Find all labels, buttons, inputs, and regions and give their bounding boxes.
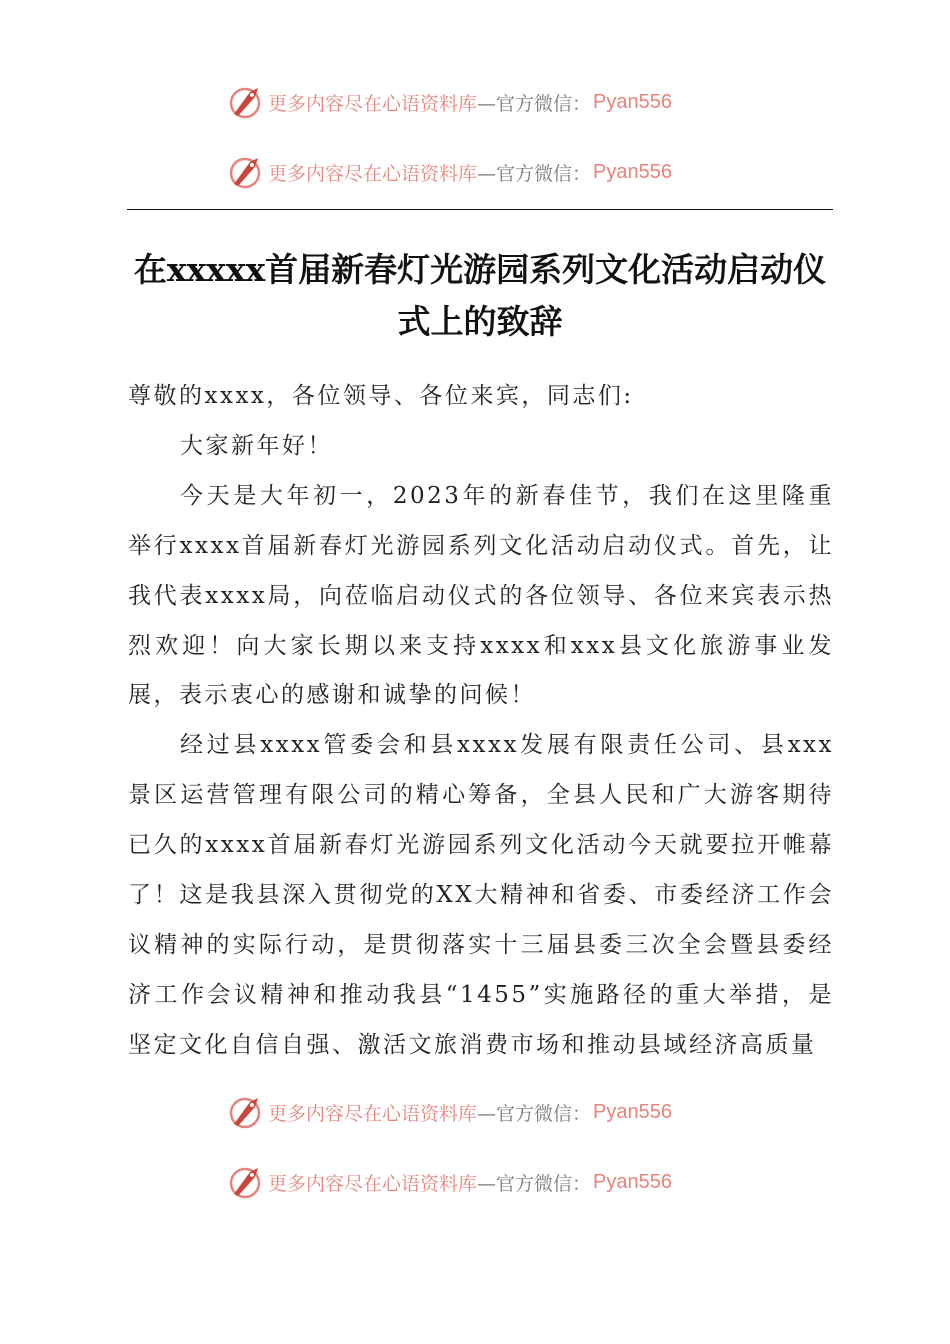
watermark-dash: —官方微信：: [477, 92, 592, 115]
greeting: 大家新年好！: [180, 432, 333, 459]
pen-nib-logo-icon: [228, 84, 264, 120]
watermark-dash: —官方微信：: [477, 1102, 592, 1125]
document-body: [128, 372, 834, 1071]
watermark-dash: —官方微信：: [477, 1172, 592, 1195]
watermark-wechat-id: Pyan556: [593, 1170, 672, 1193]
pen-nib-logo-icon: [228, 1094, 264, 1130]
watermark-text: 更多内容尽在心语资料库: [268, 1172, 478, 1195]
pen-nib-logo-icon: [228, 1164, 264, 1200]
footer-watermark-1: [228, 1092, 748, 1132]
header-watermark-2: [228, 152, 748, 192]
watermark-wechat-id: Pyan556: [593, 160, 672, 183]
watermark-dash: —官方微信：: [477, 162, 592, 185]
paragraph: 经过县xxxx管委会和县xxxx发展有限责任公司、县xxx景区运营管理有限公司的精心筹备，全县人民和广大游客期待已久的xxxx首届新春灯光游园系列文化活动今天就要拉开帷幕了！这是我县深入贯彻党的XX大精神和省委、市委经济工作会议精神的实际行动，是贯彻落实十三届县委三次全会暨县委经济工作会议精神和推动我县“1455”实施路径的重大举措，是坚定文化自信自强、激活文旅消费市场和推动县域经济高质量: [128, 732, 834, 1058]
header-divider: [127, 209, 833, 210]
watermark-text: 更多内容尽在心语资料库: [268, 1102, 478, 1125]
header-watermark-1: [228, 82, 748, 122]
watermark-wechat-id: Pyan556: [593, 1100, 672, 1123]
paragraph: 今天是大年初一，2023年的新春佳节，我们在这里隆重举行xxxx首届新春灯光游园系列文化活动启动仪式。首先，让我代表xxxx局，向莅临启动仪式的各位领导、各位来宾表示热烈欢迎！向大家长期以来支持xxxx和xxx县文化旅游事业发展，表示衷心的感谢和诚挚的问候！: [128, 482, 834, 709]
watermark-text: 更多内容尽在心语资料库: [268, 162, 478, 185]
footer-watermark-2: [228, 1162, 748, 1202]
document-title: 在xxxxx首届新春灯光游园系列文化活动启动仪式上的致辞: [133, 250, 827, 341]
pen-nib-logo-icon: [228, 154, 264, 190]
salutation: 尊敬的xxxx，各位领导、各位来宾，同志们:: [128, 383, 634, 409]
watermark-text: 更多内容尽在心语资料库: [268, 92, 478, 115]
watermark-wechat-id: Pyan556: [593, 90, 672, 113]
